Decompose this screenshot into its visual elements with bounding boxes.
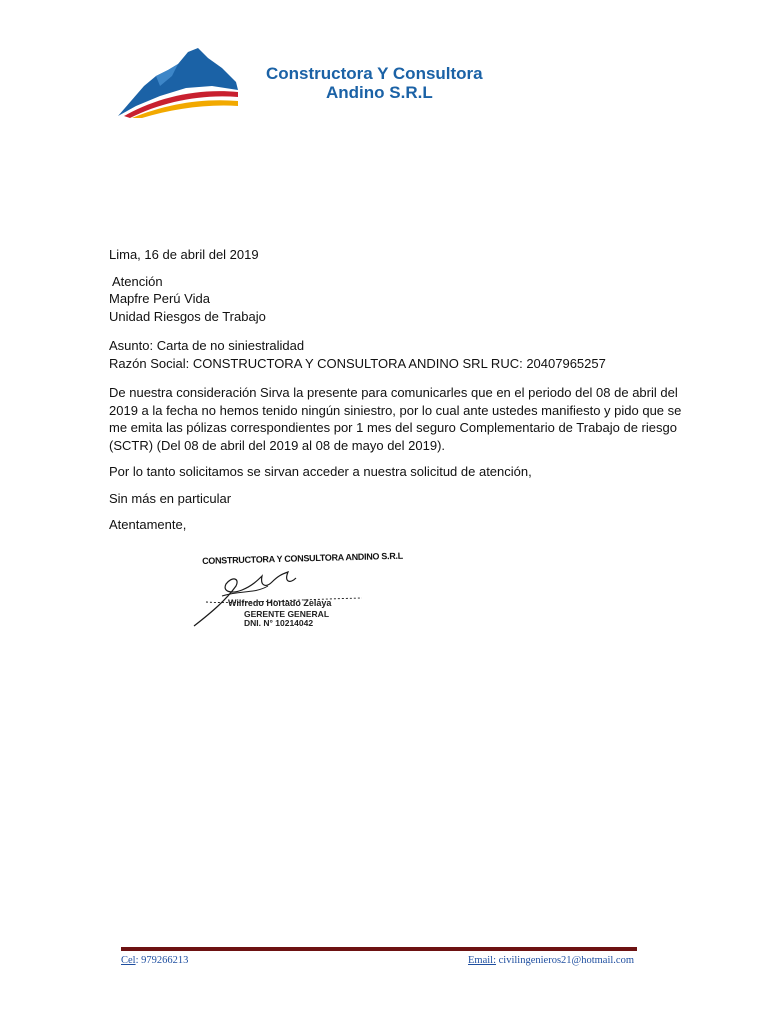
company-name-line1: Constructora Y Consultora [266,64,483,83]
footer-phone [121,955,188,966]
company-name [266,64,483,102]
business-name-line: Razón Social: CONSTRUCTORA Y CONSULTORA ANDINO SRL RUC: 20407965257 [109,355,606,371]
signature-stamp [192,550,403,630]
footer-email [468,955,634,966]
stamp-company: CONSTRUCTORA Y CONSULTORA ANDINO S.R.L [202,550,403,566]
stamp-signer-name: Wilfredo Hortado Zelaya [228,598,332,608]
company-logo [116,46,242,118]
letter-body [109,246,699,534]
attention-label: Atención [112,273,163,289]
footer-phone-label: Cel [121,955,136,966]
footer-phone-value: : 979266213 [135,955,189,966]
stamp-signer-role: GERENTE GENERAL [244,609,330,619]
recipient-unit: Unidad Riesgos de Trabajo [109,308,266,324]
stamp-signer-dni: DNI. N° 10214042 [244,618,314,628]
footer-email-value: civilingenieros21@hotmail.com [496,955,634,966]
closing-request: Por lo tanto solicitamos se sirvan acceder a nuestra solicitud de atención, [109,464,532,479]
closing-remark: Sin más en particular [109,490,232,506]
footer-divider [121,947,637,951]
letter-date: Lima, 16 de abril del 2019 [109,247,259,262]
body-paragraph: De nuestra consideración Sirva la presente para comunicarles que en el periodo del 08 de abril del 2019 a la fecha no hemos tenido ningún siniestro, por lo cual ante ustedes manifiesto y pido que se me emita las pólizas correspondientes por 1 mes del seguro Complementario de Trabajo de riesgo (SCTR) (Del 08 de abril del 2019 al 08 de mayo del 2019). [109,385,682,453]
footer-email-label: Email: [468,955,497,966]
closing-salutation: Atentamente, [109,517,187,532]
company-name-line2: Andino S.R.L [326,83,433,102]
recipient-company: Mapfre Perú Vida [109,291,210,306]
subject-line: Asunto: Carta de no siniestralidad [109,338,305,353]
